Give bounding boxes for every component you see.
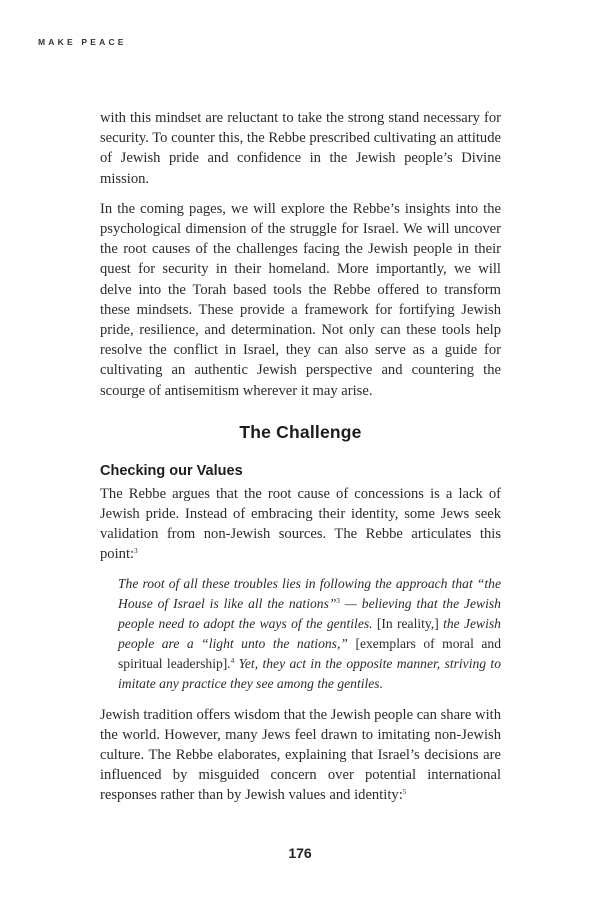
quote-text: The root of all these troubles lies in following the approach that “the House of Israel is like all the nations” xyxy=(118,575,501,611)
footnote-ref: 4 xyxy=(230,656,235,665)
footnote-ref: 3 xyxy=(134,547,138,556)
footnote-ref: 3 xyxy=(336,596,340,605)
closing-paragraph xyxy=(100,705,501,806)
page-body xyxy=(100,108,501,806)
block-quote xyxy=(118,574,501,694)
section-heading: The Challenge xyxy=(239,421,362,442)
editorial-bracket: [In reality,] xyxy=(376,615,439,631)
paragraph-2: In the coming pages, we will explore the Rebbe’s insights into the psychological dimension of the struggle for Israel. We will uncover the root causes of the challenges facing the Jewish people in their quest for security in their homeland. More importantly, we will delve into the Torah based tools the Rebbe offered to transform these mindsets. These provide a framework for fortifying Jewish pride, resilience, and determination. Not only can these tools help resolve the conflict in Israel, they can also serve as a guide for cultivating an authentic Jewish perspective and countering the scourge of antisemitism wherever it may arise. xyxy=(100,200,501,399)
editorial-bracket: [exemplars of moral and spiritual leadership] xyxy=(118,635,501,671)
intro-paragraph xyxy=(100,484,501,565)
quote-text: the Jewish people are a “light unto the nations,” xyxy=(118,615,501,651)
running-head: MAKE PEACE xyxy=(38,37,127,47)
paragraph-1: with this mindset are reluctant to take the strong stand necessary for security. To counter this, the Rebbe prescribed cultivating an attitude of Jewish pride and confidence in the Jewish people’s Divine mission. xyxy=(100,110,501,187)
quote-text: — believing that the Jewish people need to adopt the ways of the gentiles. xyxy=(118,595,501,631)
intro-text: The Rebbe argues that the root cause of concessions is a lack of Jewish pride. Instead of embracing their identity, some Jews seek validation from non-Jewish sources. The Rebbe articulates this point: xyxy=(100,485,501,563)
page-number: 176 xyxy=(288,845,312,861)
subsection-heading: Checking our Values xyxy=(100,462,243,479)
closing-text: Jewish tradition offers wisdom that the Jewish people can share with the world. However, many Jews feel drawn to imitating non-Jewish culture. The Rebbe elaborates, explaining that Israel’s decisions are influenced by misguided concern over potential international responses rather than by Jewish values and identity: xyxy=(100,706,501,804)
footnote-ref: 5 xyxy=(402,788,407,797)
quote-text: Yet, they act in the opposite manner, striving to imitate any practice they see among the gentiles. xyxy=(118,655,502,691)
quote-text: . xyxy=(227,655,231,671)
